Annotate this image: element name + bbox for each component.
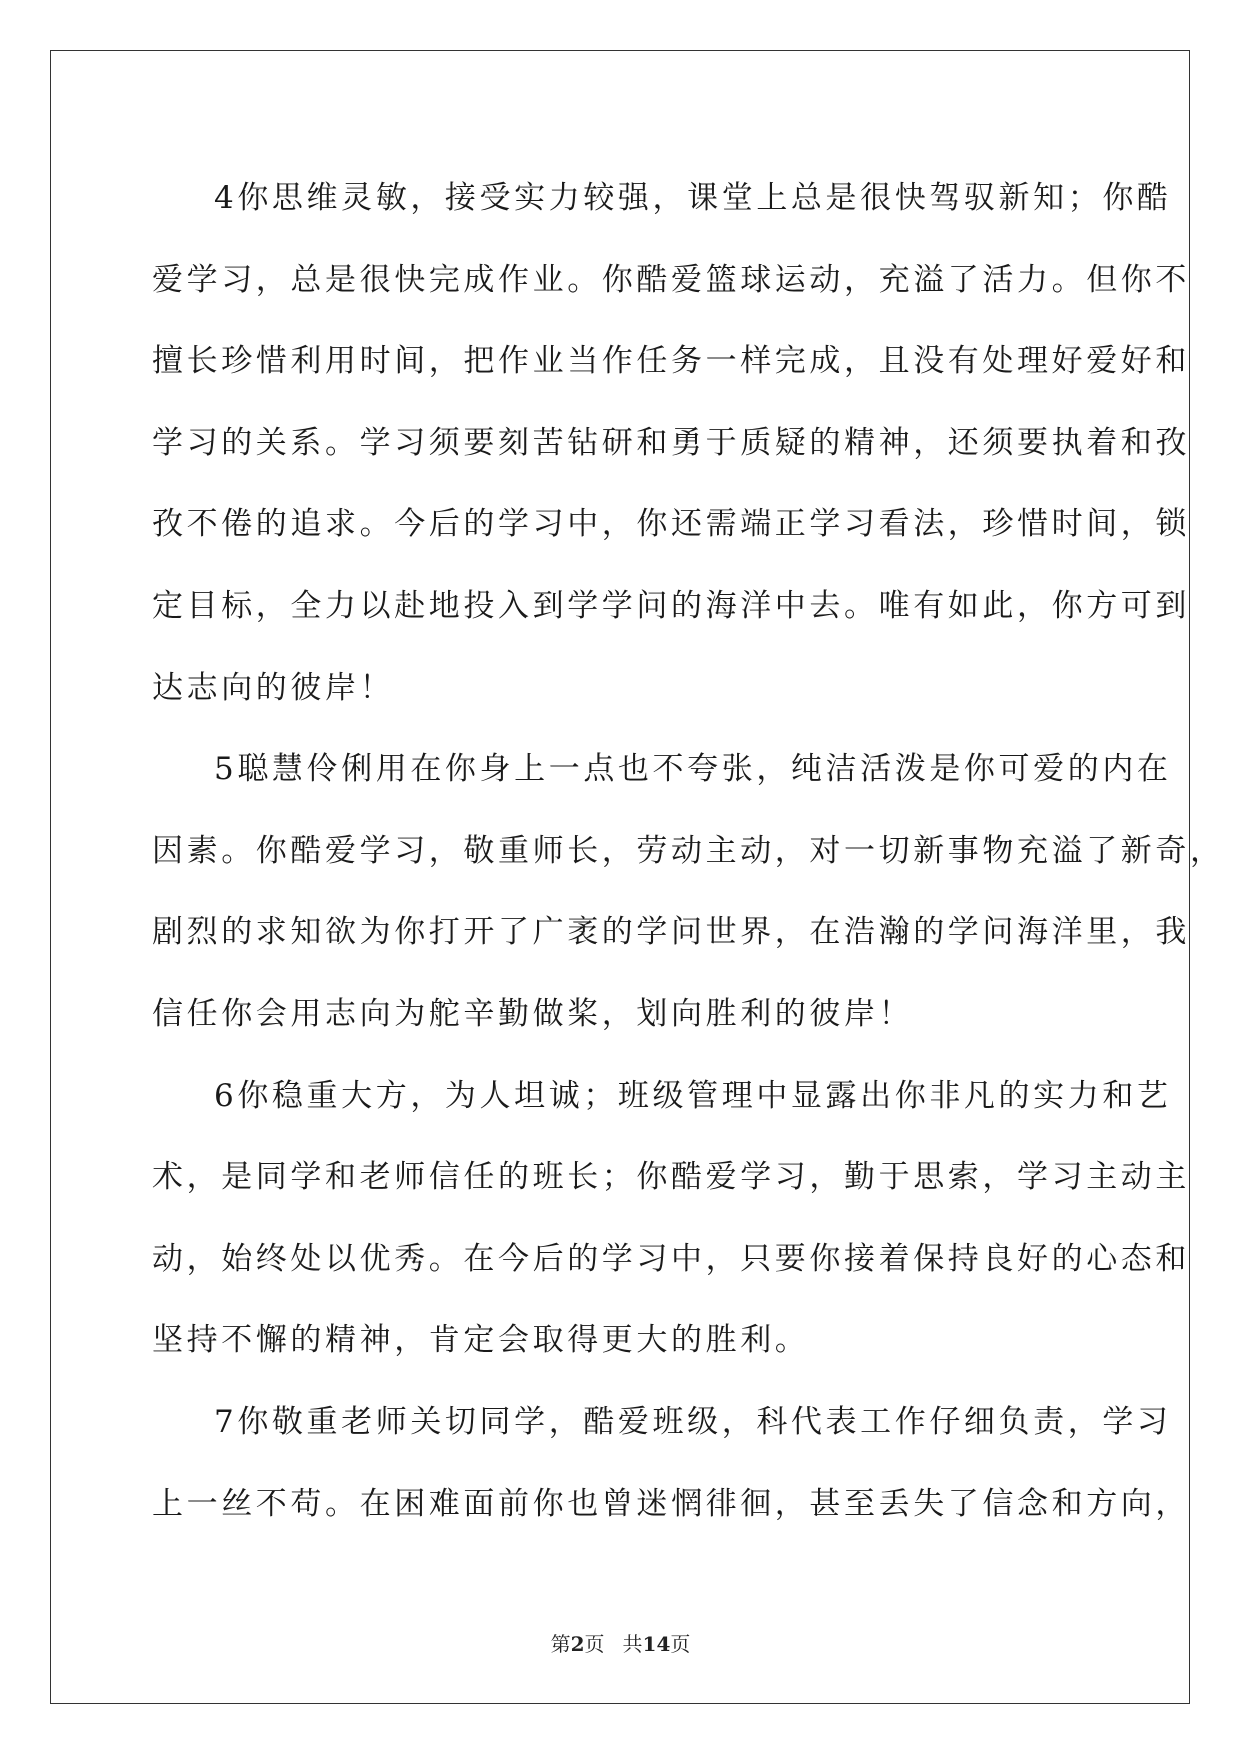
- paragraph-6: [152, 1056, 1190, 1382]
- text-line: 上一丝不苟。在困难面前你也曾迷惘徘徊，甚至丢失了信念和方向，: [152, 1485, 1190, 1522]
- text-line: 剧烈的求知欲为你打开了广袤的学问世界，在浩瀚的学问海洋里，我: [152, 914, 1190, 951]
- text-line: 达志向的彼岸！: [152, 669, 395, 706]
- paragraph-4: [152, 158, 1190, 729]
- text-line: 5聪慧伶俐用在你身上一点也不夸张，纯洁活泼是你可爱的内在: [214, 751, 1172, 788]
- text-line: 7你敬重老师关切同学，酷爱班级，科代表工作仔细负责，学习: [214, 1403, 1172, 1440]
- text-line: 因素。你酷爱学习，敬重师长，劳动主动，对一切新事物充溢了新奇，: [152, 832, 1225, 869]
- page-footer: [0, 1628, 1241, 1657]
- text-line: 定目标，全力以赴地投入到学学问的海洋中去。唯有如此，你方可到: [152, 587, 1190, 624]
- text-line: 动，始终处以优秀。在今后的学习中，只要你接着保持良好的心态和: [152, 1240, 1190, 1277]
- text-line: 学习的关系。学习须要刻苦钻研和勇于质疑的精神，还须要执着和孜: [152, 424, 1190, 461]
- current-page-number: 2: [570, 1632, 585, 1656]
- text-line: 擅长珍惜利用时间，把作业当作任务一样完成，且没有处理好爱好和: [152, 343, 1190, 380]
- footer-prefix: 第: [550, 1632, 571, 1656]
- document-body: [152, 158, 1225, 1545]
- text-line: 6你稳重大方，为人坦诚；班级管理中显露出你非凡的实力和艺: [214, 1077, 1172, 1114]
- total-page-count: 14: [642, 1632, 671, 1656]
- paragraph-5: [152, 729, 1225, 1055]
- footer-total-suffix: 页: [670, 1632, 691, 1656]
- footer-total-prefix: 共: [622, 1632, 643, 1656]
- text-line: 坚持不懈的精神，肯定会取得更大的胜利。: [152, 1322, 810, 1359]
- text-line: 术，是同学和老师信任的班长；你酷爱学习，勤于思索，学习主动主: [152, 1159, 1190, 1196]
- text-line: 信任你会用志向为舵辛勤做桨，划向胜利的彼岸！: [152, 995, 914, 1032]
- text-line: 爱学习，总是很快完成作业。你酷爱篮球运动，充溢了活力。但你不: [152, 261, 1190, 298]
- text-line: 孜不倦的追求。今后的学习中，你还需端正学习看法，珍惜时间，锁: [152, 506, 1190, 543]
- footer-page-word: 页: [584, 1632, 605, 1656]
- text-line: 4你思维灵敏，接受实力较强，课堂上总是很快驾驭新知；你酷: [214, 180, 1172, 216]
- paragraph-7: [152, 1382, 1190, 1545]
